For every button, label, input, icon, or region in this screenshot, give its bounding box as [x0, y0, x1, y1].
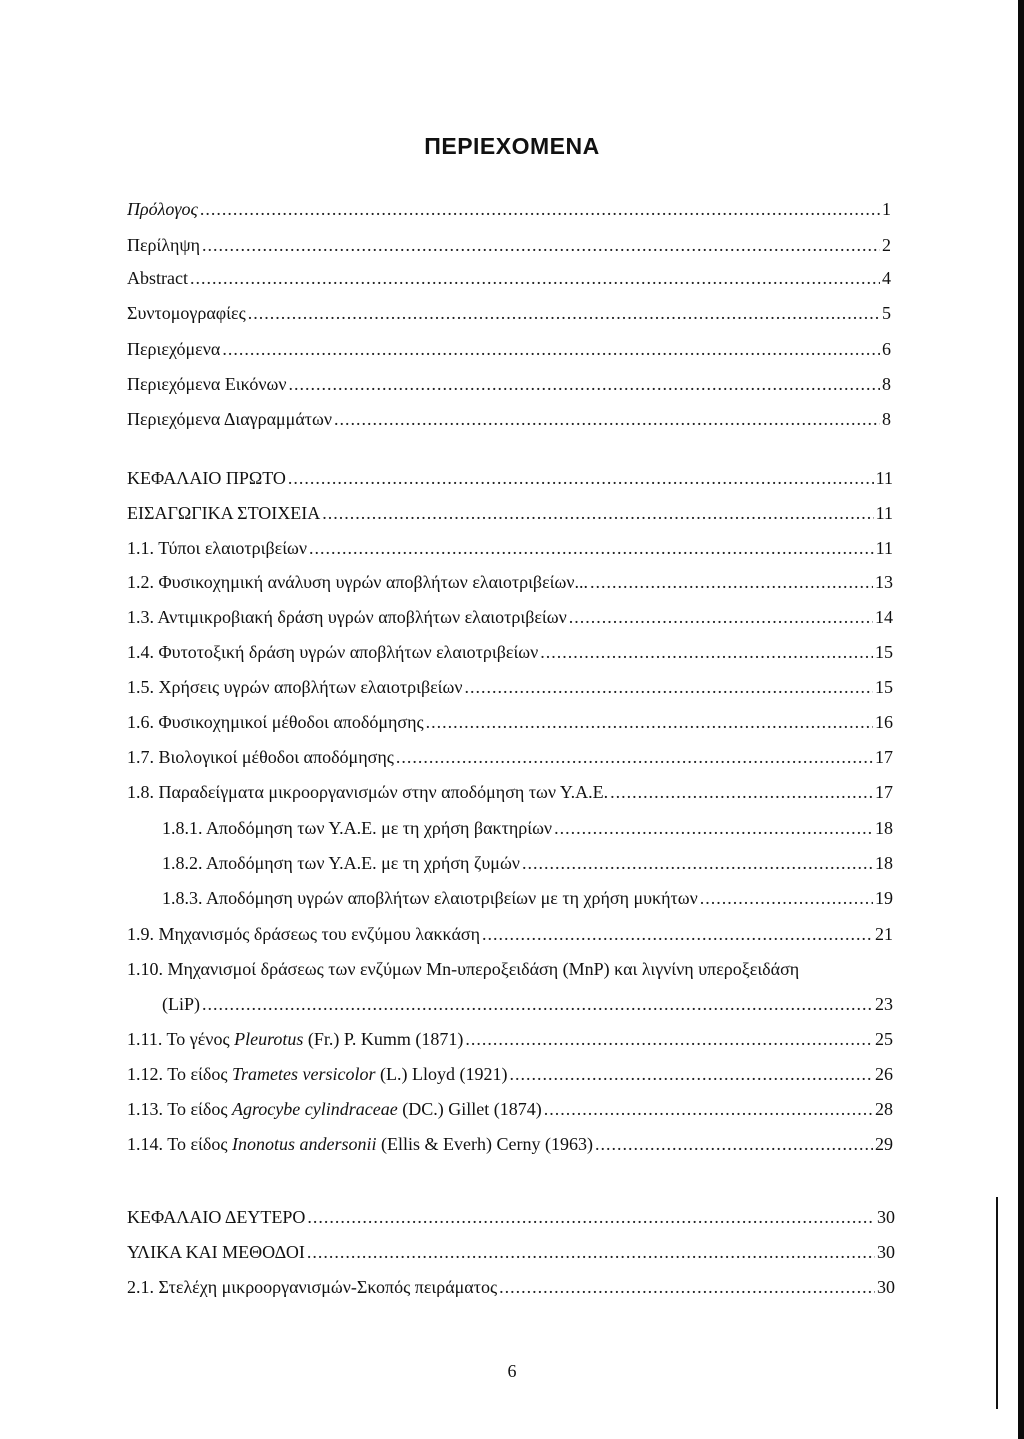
toc-entry-suffix: (Fr.) P. Kumm (1871) — [303, 1029, 464, 1049]
toc-entry-number: 1.13. — [127, 1099, 163, 1119]
toc-entry-page: 15 — [875, 677, 893, 697]
toc-entry-page: 18 — [875, 853, 893, 873]
toc-entry-label: ΚΕΦΑΛΑΙΟ ΠΡΩΤΟ — [127, 468, 286, 488]
toc-entry-1-10-line2 — [162, 993, 893, 1015]
toc-entry-page: 6 — [882, 339, 891, 359]
toc-entry-label: Περιεχόμενα Διαγραμμάτων — [127, 409, 332, 429]
toc-entry-number: 1.10. — [127, 959, 163, 979]
toc-entry-page: 26 — [875, 1064, 893, 1084]
toc-entry-number: 1.8. — [127, 782, 154, 802]
toc-entry-label: Μηχανισμοί δράσεως των ενζύμων Mn-υπεροξειδάση (MnP) και λιγνίνη υπεροξειδάση — [167, 959, 800, 979]
toc-entry-abstract — [127, 267, 891, 289]
toc-entry-page: 4 — [882, 268, 891, 288]
dot-leader — [322, 502, 873, 524]
toc-entry-number: 1.3. — [127, 607, 154, 627]
toc-entry-1-8-3 — [162, 887, 893, 909]
page-number: 6 — [507, 1361, 517, 1381]
toc-entry-page: 23 — [875, 994, 893, 1014]
toc-chapter-2-subheading — [127, 1241, 895, 1263]
toc-entry-page: 25 — [875, 1029, 893, 1049]
toc-entry-diagrams — [127, 408, 891, 430]
toc-entry-prefix: Το είδος — [167, 1099, 232, 1119]
toc-entry-number: 1.5. — [127, 677, 154, 697]
toc-entry-1-2 — [127, 571, 893, 593]
toc-entry-2-1 — [127, 1276, 895, 1298]
dot-leader — [499, 1276, 875, 1298]
dot-leader — [334, 408, 880, 430]
toc-entry-1-7 — [127, 746, 893, 768]
toc-chapter-2-heading — [127, 1206, 895, 1228]
dot-leader — [200, 198, 880, 220]
toc-entry-taxon: Trametes versicolor — [231, 1064, 376, 1084]
margin-rule — [996, 1197, 998, 1409]
dot-leader — [202, 993, 873, 1015]
toc-entry-label: Φυσικοχημική ανάλυση υγρών αποβλήτων ελαιοτριβείων... — [158, 572, 588, 592]
toc-entry-number: 1.9. — [127, 924, 154, 944]
toc-entry-contents — [127, 338, 891, 360]
toc-entry-label: Βιολογικοί μέθοδοι αποδόμησης — [158, 747, 394, 767]
toc-entry-number: 1.6. — [127, 712, 154, 732]
toc-entry-label: Αποδόμηση των Υ.Α.Ε. με τη χρήση βακτηρίων — [206, 818, 553, 838]
dot-leader — [288, 467, 874, 489]
toc-entry-number: 1.12. — [127, 1064, 163, 1084]
toc-entry-label: (LiP) — [162, 994, 200, 1014]
dot-leader — [540, 641, 873, 663]
toc-entry-suffix: (Ellis & Everh) Cerny (1963) — [376, 1134, 593, 1154]
toc-entry-label: Αποδόμηση των Υ.Α.Ε. με τη χρήση ζυμών — [206, 853, 520, 873]
toc-entry-1-13 — [127, 1098, 893, 1120]
toc-entry-label: Περιεχόμενα — [127, 339, 221, 359]
toc-entry-1-10-line1 — [127, 958, 799, 980]
dot-leader — [590, 571, 873, 593]
toc-entry-1-1 — [127, 537, 893, 559]
toc-entry-number: 1.11. — [127, 1029, 163, 1049]
toc-entry-page: 15 — [875, 642, 893, 662]
toc-entry-suffix: (DC.) Gillet (1874) — [397, 1099, 542, 1119]
toc-entry-page: 1 — [882, 199, 891, 219]
toc-entry-1-11 — [127, 1028, 893, 1050]
toc-entry-1-6 — [127, 711, 893, 733]
toc-entry-number: 1.1. — [127, 538, 154, 558]
toc-entry-page: 30 — [877, 1242, 895, 1262]
toc-entry-number: 1.8.1. — [162, 818, 203, 838]
toc-entry-label: ΥΛΙΚΑ ΚΑΙ ΜΕΘΟΔΟΙ — [127, 1242, 305, 1262]
toc-entry-number: 1.4. — [127, 642, 154, 662]
dot-leader — [307, 1206, 875, 1228]
dot-leader — [248, 302, 880, 324]
toc-chapter-1-heading — [127, 467, 893, 489]
toc-entry-page: 21 — [875, 924, 893, 944]
dot-leader — [288, 373, 880, 395]
dot-leader — [569, 606, 873, 628]
toc-entry-label: Φυσικοχημικοί μέθοδοι αποδόμησης — [158, 712, 424, 732]
dot-leader — [610, 781, 873, 803]
toc-entry-page: 2 — [882, 235, 891, 255]
dot-leader — [509, 1063, 873, 1085]
toc-entry-label: Αποδόμηση υγρών αποβλήτων ελαιοτριβείων με τη χρήση μυκήτων — [206, 888, 698, 908]
toc-entry-label: Στελέχη μικροοργανισμών-Σκοπός πειράματος — [158, 1277, 498, 1297]
toc-entry-page: 28 — [875, 1099, 893, 1119]
toc-entry-number: 1.14. — [127, 1134, 163, 1154]
toc-entry-1-5 — [127, 676, 893, 698]
toc-entry-page: 11 — [875, 538, 893, 558]
toc-entry-label: Συντομογραφίες — [127, 303, 246, 323]
scan-edge — [1018, 0, 1024, 1439]
toc-entry-label: ΚΕΦΑΛΑΙΟ ΔΕΥΤΕΡΟ — [127, 1207, 306, 1227]
toc-entry-label: Abstract — [127, 268, 188, 288]
toc-entry-number: 2.1. — [127, 1277, 154, 1297]
toc-entry-label: Φυτοτοξική δράση υγρών αποβλήτων ελαιοτριβείων — [158, 642, 539, 662]
toc-entry-number: 1.8.2. — [162, 853, 203, 873]
toc-entry-1-14 — [127, 1133, 893, 1155]
toc-entry-page: 14 — [875, 607, 893, 627]
toc-entry-page: 29 — [875, 1134, 893, 1154]
dot-leader — [222, 338, 880, 360]
dot-leader — [190, 267, 880, 289]
toc-entry-label: Χρήσεις υγρών αποβλήτων ελαιοτριβείων — [158, 677, 463, 697]
dot-leader — [544, 1098, 873, 1120]
toc-entry-number: 1.8.3. — [162, 888, 203, 908]
dot-leader — [426, 711, 873, 733]
toc-entry-page: 8 — [882, 374, 891, 394]
toc-entry-number: 1.2. — [127, 572, 154, 592]
toc-entry-label: Περίληψη — [127, 235, 201, 255]
dot-leader — [202, 234, 880, 256]
toc-entry-prefix: Το γένος — [166, 1029, 235, 1049]
dot-leader — [595, 1133, 873, 1155]
toc-entry-1-4 — [127, 641, 893, 663]
toc-entry-prologue — [127, 198, 891, 220]
toc-entry-page: 16 — [875, 712, 893, 732]
toc-entry-page: 18 — [875, 818, 893, 838]
toc-entry-label: ΕΙΣΑΓΩΓΙΚΑ ΣΤΟΙΧΕΙΑ — [127, 503, 321, 523]
toc-entry-taxon: Agrocybe cylindraceae — [231, 1099, 398, 1119]
dot-leader — [396, 746, 873, 768]
toc-entry-page: 17 — [875, 782, 893, 802]
toc-entry-1-8 — [127, 781, 893, 803]
toc-entry-number: 1.7. — [127, 747, 154, 767]
toc-entry-abstract-gr — [127, 234, 891, 256]
toc-entry-figures — [127, 373, 891, 395]
toc-entry-1-12 — [127, 1063, 893, 1085]
dot-leader — [465, 1028, 873, 1050]
toc-entry-page: 17 — [875, 747, 893, 767]
toc-entry-prefix: Το είδος — [167, 1064, 232, 1084]
toc-chapter-1-subheading — [127, 502, 893, 524]
toc-entry-1-8-1 — [162, 817, 893, 839]
toc-entry-page: 30 — [877, 1207, 895, 1227]
toc-entry-page: 5 — [882, 303, 891, 323]
toc-entry-label: Περιεχόμενα Εικόνων — [127, 374, 287, 394]
dot-leader — [554, 817, 873, 839]
toc-entry-label: Μηχανισμός δράσεως του ενζύμου λακκάση — [158, 924, 480, 944]
toc-entry-prefix: Το είδος — [167, 1134, 232, 1154]
toc-entry-taxon: Inonotus andersonii — [231, 1134, 377, 1154]
toc-entry-label: Παραδείγματα μικροοργανισμών στην αποδόμηση των Υ.Α.Ε. — [158, 782, 609, 802]
toc-entry-page: 30 — [877, 1277, 895, 1297]
dot-leader — [307, 1241, 875, 1263]
toc-entry-label: Τύποι ελαιοτριβείων — [158, 538, 308, 558]
dot-leader — [522, 852, 873, 874]
toc-entry-abbreviations — [127, 302, 891, 324]
dot-leader — [465, 676, 873, 698]
toc-entry-page: 8 — [882, 409, 891, 429]
toc-entry-1-9 — [127, 923, 893, 945]
toc-entry-label: Πρόλογος — [127, 199, 198, 219]
dot-leader — [309, 537, 874, 559]
toc-entry-page: 11 — [875, 468, 893, 488]
toc-entry-1-8-2 — [162, 852, 893, 874]
toc-entry-page: 13 — [875, 572, 893, 592]
toc-entry-taxon: Pleurotus — [234, 1029, 304, 1049]
dot-leader — [482, 923, 873, 945]
toc-entry-page: 11 — [875, 503, 893, 523]
toc-entry-page: 19 — [875, 888, 893, 908]
dot-leader — [700, 887, 873, 909]
toc-entry-1-3 — [127, 606, 893, 628]
toc-entry-label: Αντιμικροβιακή δράση υγρών αποβλήτων ελαιοτριβείων — [157, 607, 567, 627]
page-title: ΠΕΡΙΕΧΟΜΕΝΑ — [424, 133, 600, 159]
toc-entry-suffix: (L.) Lloyd (1921) — [375, 1064, 508, 1084]
